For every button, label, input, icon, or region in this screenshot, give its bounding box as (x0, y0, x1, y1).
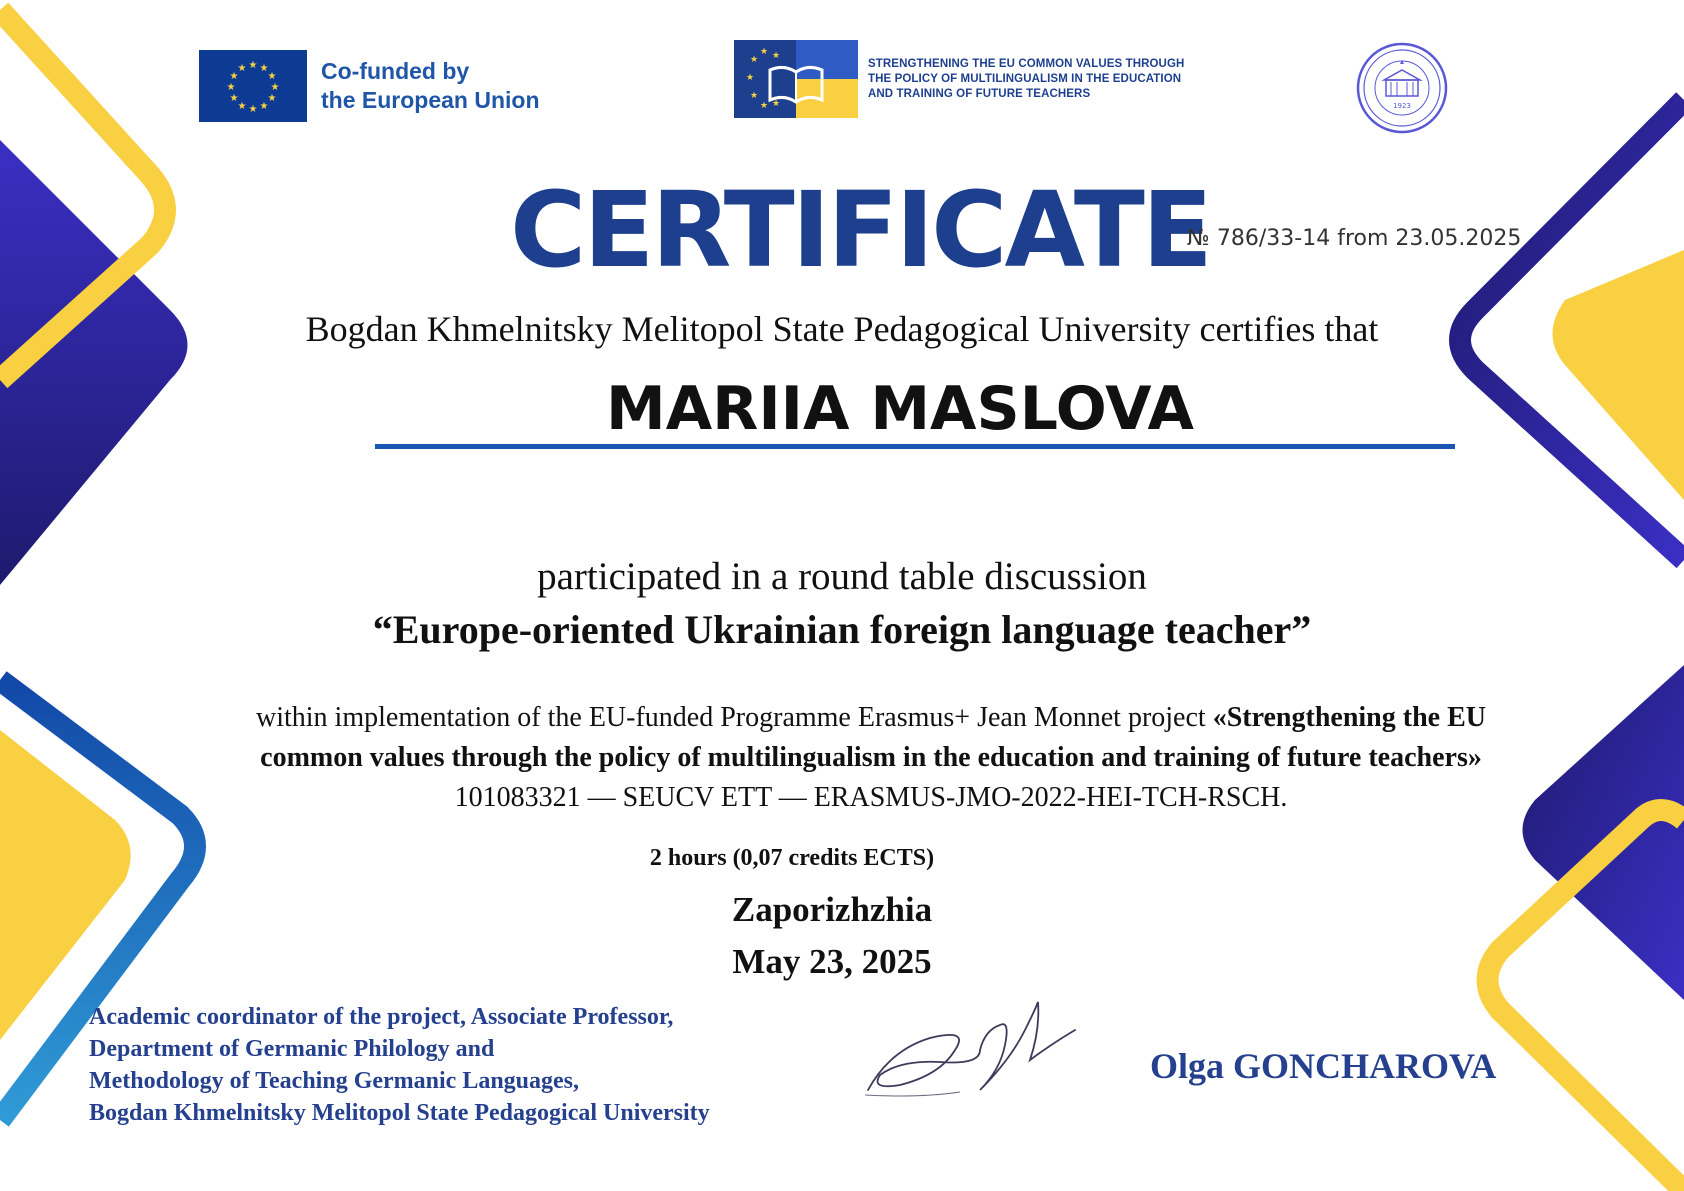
certificate-title: CERTIFICATE (510, 169, 1210, 291)
coordinator-line: Bogdan Khmelnitsky Melitopol State Pedagogical University (89, 1100, 710, 1126)
svg-text:★: ★ (759, 47, 769, 57)
coordinator-line: Methodology of Teaching Germanic Languages, (89, 1068, 580, 1094)
project-code: 101083321 — SEUCV ETT — ERASMUS-JMO-2022-HEI-TCH-RSCH. (454, 782, 1288, 813)
topic-title: “Europe-oriented Ukrainian foreign language teacher” (372, 607, 1312, 652)
eu-logo-line2: the European Union (321, 87, 540, 113)
svg-text:★: ★ (749, 91, 759, 101)
project-logo-text: STRENGTHENING THE EU COMMON VALUES THROUGH THE POLICY OF MULTILINGUALISM IN THE EDUCATION AND TRAINING OF FUTURE TEACHERS (868, 57, 1185, 100)
signature-icon (860, 990, 1090, 1105)
svg-text:★: ★ (270, 82, 280, 93)
svg-text:★: ★ (259, 63, 269, 74)
coordinator-block (89, 1001, 849, 1129)
svg-text:★: ★ (267, 71, 277, 82)
issuer-line: Bogdan Khmelnitsky Melitopol State Pedagogical University certifies that (305, 309, 1379, 349)
svg-text:★: ★ (771, 99, 781, 109)
svg-text:★: ★ (771, 51, 781, 61)
coordinator-line: Academic coordinator of the project, Associate Professor, (89, 1004, 674, 1030)
university-seal-icon (1356, 42, 1448, 134)
project-description (206, 698, 1536, 818)
hours-credits: 2 hours (0,07 credits ECTS) (649, 845, 935, 871)
certificate-number: № 786/33-14 from 23.05.2025 (1187, 226, 1522, 251)
issue-date: May 23, 2025 (732, 942, 932, 981)
coordinator-line: Department of Germanic Philology and (89, 1036, 495, 1062)
svg-text:★: ★ (226, 82, 236, 93)
activity-line: participated in a round table discussion (537, 555, 1147, 598)
svg-text:★: ★ (259, 101, 269, 112)
project-logo-icon (734, 40, 858, 118)
name-underline (375, 444, 1455, 449)
city: Zaporizhzhia (731, 890, 933, 929)
signer-name: Olga GONCHAROVA (1150, 1046, 1497, 1086)
eu-logo-text (321, 57, 540, 115)
eu-flag-icon (199, 50, 307, 122)
svg-text:★: ★ (237, 101, 247, 112)
svg-text:★: ★ (749, 55, 759, 65)
svg-text:★: ★ (229, 93, 239, 104)
eu-logo-line1: Co-funded by (321, 58, 470, 84)
svg-text:★: ★ (745, 73, 755, 83)
svg-text:★: ★ (759, 101, 769, 111)
svg-text:★: ★ (248, 104, 258, 115)
svg-text:★: ★ (229, 71, 239, 82)
recipient-name: MARIIA MASLOVA (606, 374, 1194, 444)
svg-text:★: ★ (248, 60, 258, 71)
project-logo (734, 40, 1188, 118)
svg-text:★: ★ (237, 63, 247, 74)
svg-text:★: ★ (267, 93, 277, 104)
project-name: «Strengthening the EU common values through the policy of multilingualism in the education and training of future teachers» (260, 702, 1486, 773)
seal-year: 1923 (1393, 102, 1411, 110)
eu-cofunded-logo (199, 50, 540, 122)
body-prefix: within implementation of the EU-funded Programme Erasmus+ Jean Monnet project (256, 702, 1213, 733)
